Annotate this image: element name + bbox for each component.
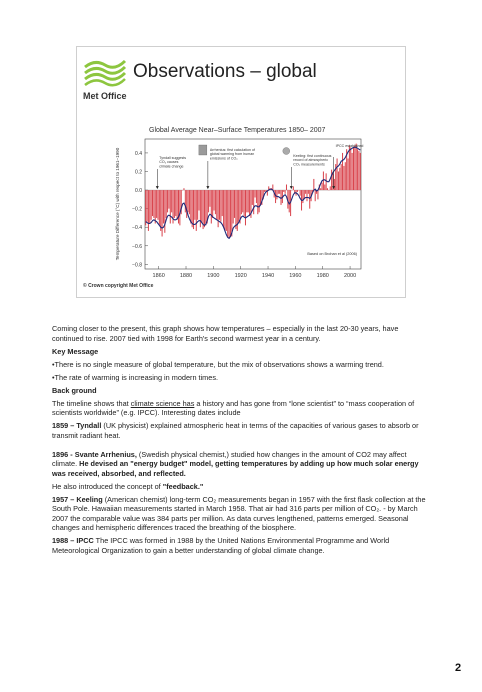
tyndall-paragraph xyxy=(52,421,430,440)
bar xyxy=(297,190,298,192)
y-tick-label: −0.6 xyxy=(132,243,142,250)
annotation-text: Arrhenius: first calculation of global warming from human emissions of CO₂ xyxy=(209,148,256,161)
bar xyxy=(179,190,180,225)
bar xyxy=(148,190,149,231)
bar xyxy=(204,190,205,227)
y-tick-label: −0.2 xyxy=(132,206,142,213)
bar xyxy=(309,190,310,209)
bar xyxy=(216,190,217,220)
feedback-text: He also introduced the concept of xyxy=(52,481,163,491)
bar xyxy=(248,190,249,212)
x-tick-label: 1960 xyxy=(289,273,302,279)
bar xyxy=(348,159,349,191)
bar xyxy=(170,190,171,223)
bar xyxy=(322,183,323,190)
arrow-head-icon xyxy=(156,186,159,189)
bar xyxy=(345,162,346,190)
bar xyxy=(281,190,282,205)
bar xyxy=(238,190,239,222)
bar xyxy=(286,185,287,191)
bar xyxy=(190,190,191,223)
bar xyxy=(264,190,265,192)
feedback-paragraph xyxy=(52,482,430,492)
bar xyxy=(205,190,206,225)
tyndall-text: (UK physicist) explained atmospheric heat in terms of the capacities of various gases to absorb or transmit radiant heat. xyxy=(52,421,419,440)
bar xyxy=(343,166,344,190)
bar xyxy=(337,159,338,191)
bar xyxy=(152,190,153,216)
x-tick-label: 1980 xyxy=(316,273,329,279)
y-tick-label: −0.8 xyxy=(132,262,142,269)
annotation-text: Keeling: first continuous record of atmospheric CO₂ measurements xyxy=(293,154,332,167)
key-message-heading: Key Message xyxy=(52,346,99,356)
arrhenius-paragraph xyxy=(52,450,430,479)
bar xyxy=(276,190,277,199)
bar xyxy=(255,190,256,197)
bar xyxy=(293,186,294,190)
x-tick-label: 1860 xyxy=(152,273,165,279)
background-heading: Back ground xyxy=(52,385,97,395)
bar xyxy=(194,190,195,220)
logo-text: Met Office xyxy=(83,91,127,101)
bar xyxy=(246,190,247,212)
bar xyxy=(323,172,324,191)
bar xyxy=(186,190,187,218)
bar xyxy=(257,190,258,214)
bar xyxy=(306,190,307,201)
bar xyxy=(156,190,157,218)
bar xyxy=(245,190,246,225)
bar xyxy=(174,190,175,218)
keeling-paragraph xyxy=(52,495,430,533)
bar xyxy=(357,149,358,190)
bar xyxy=(302,190,303,203)
bar xyxy=(305,190,306,194)
bar xyxy=(157,190,158,220)
bar xyxy=(330,186,331,190)
bar xyxy=(153,190,154,218)
ipcc-paragraph xyxy=(52,536,430,555)
bar xyxy=(259,190,260,212)
bar xyxy=(235,190,236,229)
bar xyxy=(149,190,150,223)
bar xyxy=(162,190,163,236)
bar xyxy=(353,147,354,190)
bar xyxy=(341,164,342,190)
bar xyxy=(224,190,225,231)
keeling-portrait-icon xyxy=(283,148,290,155)
bar xyxy=(208,190,209,212)
bar xyxy=(279,190,280,194)
bar xyxy=(177,190,178,220)
bar xyxy=(317,190,318,199)
bar xyxy=(197,190,198,220)
bar xyxy=(338,172,339,191)
chart-title: Global Average Near–Surface Temperatures 1850– 2007 xyxy=(149,127,326,134)
bar xyxy=(320,188,321,190)
y-tick-label: 0.4 xyxy=(135,150,142,157)
bar xyxy=(352,153,353,190)
bar xyxy=(167,190,168,212)
slide-title: Observations – global xyxy=(133,61,317,82)
source-note: Based on Brohan et al (2006) xyxy=(307,252,357,256)
bar xyxy=(219,190,220,220)
bar xyxy=(151,190,152,220)
bar xyxy=(226,190,227,231)
bar xyxy=(331,170,332,190)
bar xyxy=(256,190,257,203)
arrhenius-portrait-icon xyxy=(199,145,207,155)
bg-text-pre: The timeline shows that xyxy=(52,398,131,408)
bar xyxy=(166,190,167,218)
bar xyxy=(242,190,243,212)
copyright-notice: © Crown copyright Met Office xyxy=(83,283,154,289)
annotation-text: IPCC established xyxy=(335,144,364,148)
bar xyxy=(159,190,160,225)
bar xyxy=(178,190,179,223)
bar xyxy=(327,188,328,190)
bar xyxy=(244,190,245,216)
bar xyxy=(356,144,357,190)
bar xyxy=(168,190,169,209)
bar xyxy=(234,190,235,218)
feedback-bold: "feedback." xyxy=(162,481,204,491)
bar xyxy=(349,146,350,191)
bullet-1: •There is no single measure of global temperature, but the mix of observations shows a warming trend. xyxy=(52,359,384,369)
arrow-head-icon xyxy=(290,186,293,189)
bar xyxy=(198,190,199,210)
x-tick-label: 1900 xyxy=(207,273,220,279)
bar xyxy=(171,190,172,212)
bar xyxy=(212,190,213,218)
bar xyxy=(147,190,148,222)
intro-paragraph: Coming closer to the present, this graph shows how temperatures – especially in the last 20-30 years, have continued to rise. 2007 tied with 1998 for Earth's second warmest year in a century. xyxy=(52,324,399,343)
y-tick-label: 0.0 xyxy=(135,188,142,195)
annotation-text: Tyndall suggests CO₂ causes climate change xyxy=(159,156,187,169)
notes-text xyxy=(52,324,430,559)
bar xyxy=(308,190,309,194)
slide-image xyxy=(76,46,406,298)
bar xyxy=(315,190,316,201)
bar xyxy=(155,190,156,223)
bar xyxy=(253,190,254,214)
x-tick-label: 1880 xyxy=(179,273,193,279)
x-tick-label: 1940 xyxy=(261,273,275,279)
bar xyxy=(289,190,290,212)
background-paragraph xyxy=(52,399,430,418)
arrhenius-text: (Swedish physical chemist,) studied how changes in the amount of CO2 may affect climate. xyxy=(52,449,407,468)
bar xyxy=(283,190,284,192)
x-tick-label: 2000 xyxy=(343,273,357,279)
bar xyxy=(183,188,184,190)
y-axis-label: Temperature Difference (°C) with respect to 1961–1990 xyxy=(115,147,120,261)
bar xyxy=(145,190,146,225)
bar xyxy=(300,190,301,196)
bar xyxy=(222,190,223,216)
bar xyxy=(188,190,189,212)
y-tick-label: −0.4 xyxy=(132,225,142,232)
bar xyxy=(354,146,355,191)
bg-text-post: a history and has gone from “lone scientist” to “mass cooperation of scientists worldwide” (e.g. IPCC). Interesting dates include xyxy=(52,398,415,417)
bar xyxy=(193,190,194,229)
tyndall-heading: 1859 – Tyndall xyxy=(52,421,102,430)
bar xyxy=(227,190,228,236)
bar xyxy=(163,190,164,223)
page-number: 2 xyxy=(455,662,462,674)
bar xyxy=(214,190,215,210)
bar xyxy=(189,190,190,214)
bar xyxy=(233,190,234,223)
arrhenius-bold: He devised an "energy budget" model, getting temperatures by adding up how much solar energy was received, absorbed, and reflected. xyxy=(52,459,419,478)
arrhenius-heading: 1896 - Svante Arrhenius, xyxy=(52,449,137,459)
bar xyxy=(324,185,325,191)
bar xyxy=(360,153,361,190)
bar xyxy=(339,168,340,190)
bar xyxy=(313,179,314,190)
bar xyxy=(326,173,327,190)
bar xyxy=(215,190,216,214)
x-tick-label: 1920 xyxy=(234,273,247,279)
bar xyxy=(275,190,276,203)
keeling-text: (American chemist) long-term CO₂ measurements began in 1957 with the first flask collection at the South Pole. Hawaiian measurements started in March 1958. That air had 316 parts per million of CO₂. - by March 2007 the comparable value was 384 parts per million. As data curves lengthened, patterns emerged. Seasonal changes and hemispheric differences traced the breathing of the biosphere. xyxy=(52,494,426,532)
bar xyxy=(230,190,231,236)
bar xyxy=(249,190,250,216)
y-tick-label: 0.2 xyxy=(135,169,142,176)
bar xyxy=(211,190,212,223)
bar xyxy=(218,190,219,227)
keeling-heading: 1957 – Keeling xyxy=(52,494,103,504)
bar xyxy=(196,190,197,231)
bar xyxy=(231,190,232,236)
bar xyxy=(223,190,224,227)
bar xyxy=(160,190,161,231)
bar xyxy=(285,190,286,194)
bullet-2: •The rate of warming is increasing in modern times. xyxy=(52,372,218,382)
bar xyxy=(229,190,230,238)
bar xyxy=(220,190,221,222)
bar xyxy=(175,190,176,216)
climate-science-link[interactable]: climate science has xyxy=(130,398,195,408)
bar xyxy=(192,190,193,227)
bar xyxy=(350,147,351,190)
ipcc-text: The IPCC was formed in 1988 by the United Nations Environmental Programme and World Meteorological Organization to gain a better understanding of global climate change. xyxy=(52,536,390,555)
bar xyxy=(252,190,253,205)
bar xyxy=(342,153,343,190)
bar xyxy=(241,190,242,214)
ipcc-heading: 1988 – IPCC xyxy=(52,536,94,545)
temperature-chart xyxy=(77,47,405,297)
arrow-head-icon xyxy=(206,186,209,189)
bar xyxy=(278,190,279,194)
bar xyxy=(209,190,210,207)
bar xyxy=(201,190,202,222)
bar xyxy=(358,151,359,190)
